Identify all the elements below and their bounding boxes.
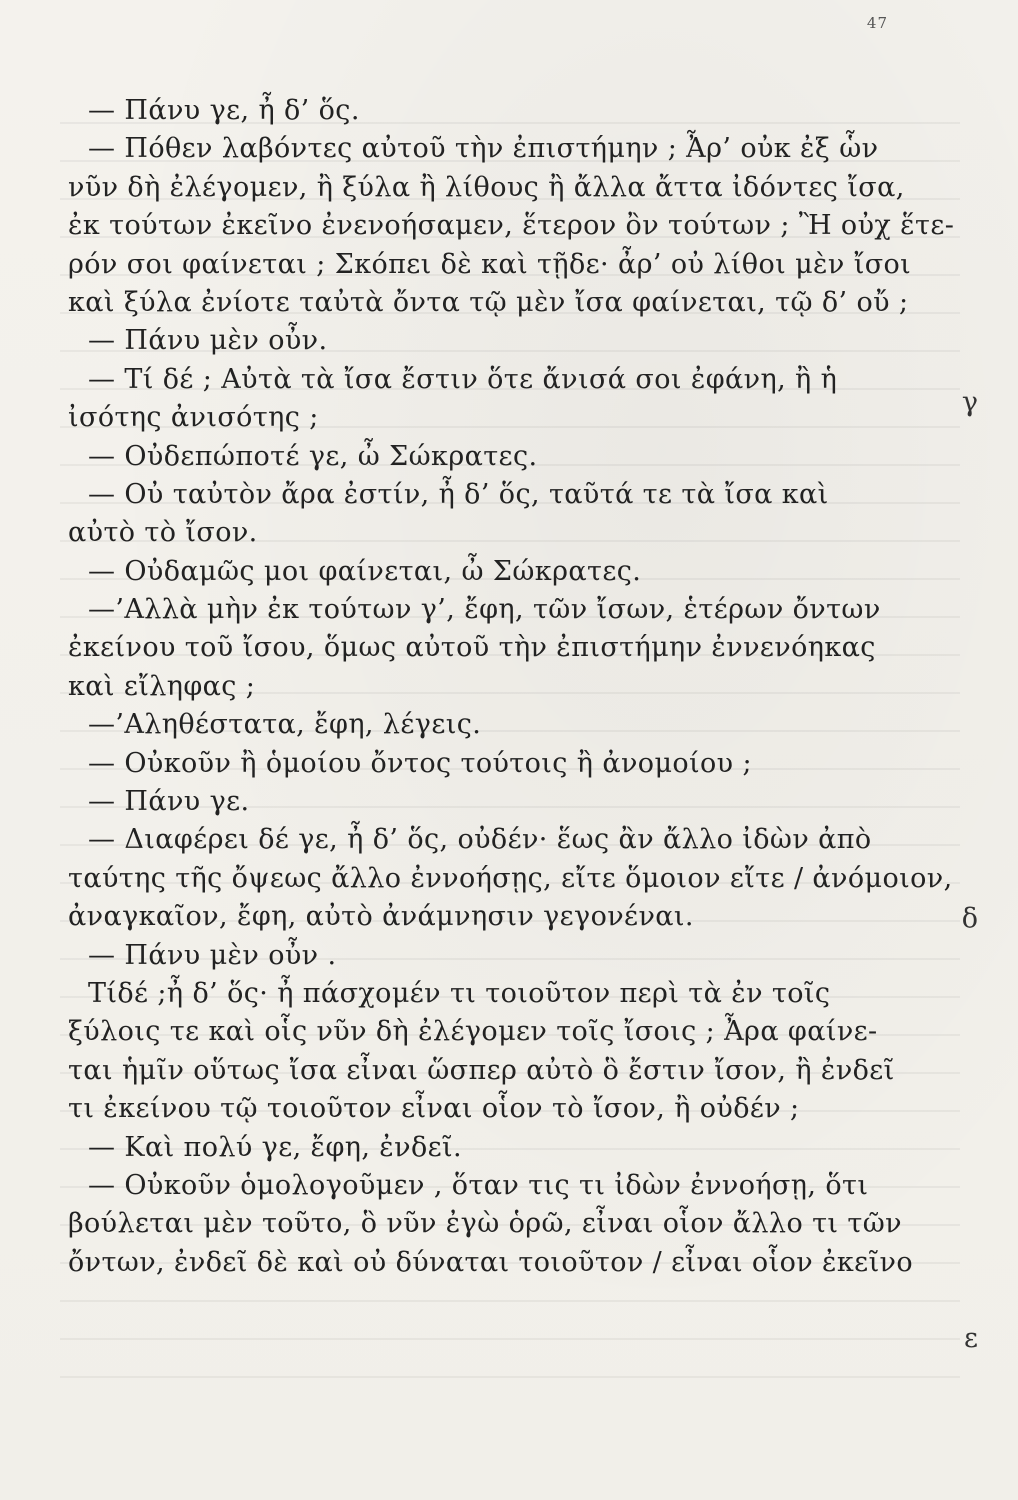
text-line: καὶ εἴληφας ; <box>68 670 256 702</box>
text-line: — Οὐκοῦν ὁμολογοῦμεν , ὅταν τις τι ἰδὼν ἐννοήσῃ, ὅτι <box>88 1169 869 1201</box>
text-line: — Πόθεν λαβόντες αὐτοῦ τὴν ἐπιστήμην ; Ἆρ’ οὐκ ἐξ ὧν <box>88 133 879 165</box>
text-line: — Τί δέ ; Αὐτὰ τὰ ἴσα ἔστιν ὅτε ἄνισά σοι ἐφάνη, ἢ ἡ <box>88 363 838 395</box>
text-line: —’Αλλὰ μὴν ἐκ τούτων γ’, ἔφη, τῶν ἴσων, ἑτέρων ὄντων <box>88 594 881 626</box>
margin-marker-epsilon: ε <box>964 1323 978 1354</box>
text-line: ἐκ τούτων ἐκεῖνο ἐνενοήσαμεν, ἕτερον ὂν τούτων ; Ἢ οὐχ ἕτε- <box>68 210 955 242</box>
text-line: — Καὶ πολύ γε, ἔφη, ἐνδεῖ. <box>88 1131 463 1163</box>
margin-marker-gamma: γ <box>961 387 978 418</box>
text-line: — Πάνυ μὲν οὖν . <box>88 939 337 971</box>
page-number: 47 <box>866 14 888 32</box>
text-line: — Οὐκοῦν ἢ ὁμοίου ὄντος τούτοις ἢ ἀνομοίου ; <box>88 747 752 779</box>
text-line: καὶ ξύλα ἐνίοτε ταὐτὰ ὄντα τῷ μὲν ἴσα φαίνεται, τῷ δ’ οὔ ; <box>68 286 909 318</box>
text-line: — Διαφέρει δέ γε, ἦ δ’ ὅς, οὐδέν· ἕως ἂν ἄλλο ἰδὼν ἀπὸ <box>88 824 872 856</box>
text-line: ξύλοις τε καὶ οἷς νῦν δὴ ἐλέγομεν τοῖς ἴσοις ; Ἆρα φαίνε- <box>68 1016 878 1048</box>
text-line: — Οὐ ταὐτὸν ἄρα ἐστίν, ἦ δ’ ὅς, ταῦτά τε τὰ ἴσα καὶ <box>88 478 829 510</box>
text-line: ρόν σοι φαίνεται ; Σκόπει δὲ καὶ τῇδε· ἆρ’ οὐ λίθοι μὲν ἴσοι <box>68 248 912 280</box>
text-line: — Πάνυ μὲν οὖν. <box>88 325 328 357</box>
text-line: ἰσότης ἀνισότης ; <box>68 402 319 434</box>
text-line: — Πάνυ γε, ἦ δ’ ὅς. <box>88 95 360 126</box>
text-line: — Πάνυ γε. <box>88 786 250 818</box>
text-line: — Οὐδαμῶς μοι φαίνεται, ὦ Σώκρατες. <box>88 555 642 587</box>
text-line: αὐτὸ τὸ ἴσον. <box>68 517 258 549</box>
text-line: ταύτης τῆς ὄψεως ἄλλο ἐννοήσῃς, εἴτε ὅμοιον εἴτε / ἀνόμοιον, <box>68 862 953 894</box>
text-line: ἀναγκαῖον, ἔφη, αὐτὸ ἀνάμνησιν γεγονέναι. <box>68 901 694 933</box>
text-line: —’Αληθέστατα, ἔφη, λέγεις. <box>88 709 482 741</box>
text-line: ται ἡμῖν οὕτως ἴσα εἶναι ὥσπερ αὐτὸ ὃ ἔστιν ἴσον, ἢ ἐνδεῖ <box>68 1054 895 1086</box>
text-line: ἐκείνου τοῦ ἴσου, ὅμως αὐτοῦ τὴν ἐπιστήμην ἐννενόηκας <box>68 632 876 664</box>
text-line: Τίδέ ;ἦ δ’ ὅς· ἦ πάσχομέν τι τοιοῦτον περὶ τὰ ἐν τοῖς <box>88 977 831 1009</box>
text-line: βούλεται μὲν τοῦτο, ὃ νῦν ἐγὼ ὁρῶ, εἶναι οἷον ἄλλο τι τῶν <box>68 1208 902 1240</box>
margin-marker-delta: δ <box>961 903 978 934</box>
text-line: νῦν δὴ ἐλέγομεν, ἢ ξύλα ἢ λίθους ἢ ἄλλα ἄττα ἰδόντες ἴσα, <box>68 171 905 203</box>
text-line: τι ἐκείνου τῷ τοιοῦτον εἶναι οἷον τὸ ἴσον, ἢ οὐδέν ; <box>68 1093 800 1125</box>
greek-text-block <box>68 92 955 1282</box>
text-line: ὄντων, ἐνδεῖ δὲ καὶ οὐ δύναται τοιοῦτον / εἶναι οἷον ἐκεῖνο <box>68 1246 914 1278</box>
text-line: — Οὐδεπώποτέ γε, ὦ Σώκρατες. <box>88 440 538 472</box>
